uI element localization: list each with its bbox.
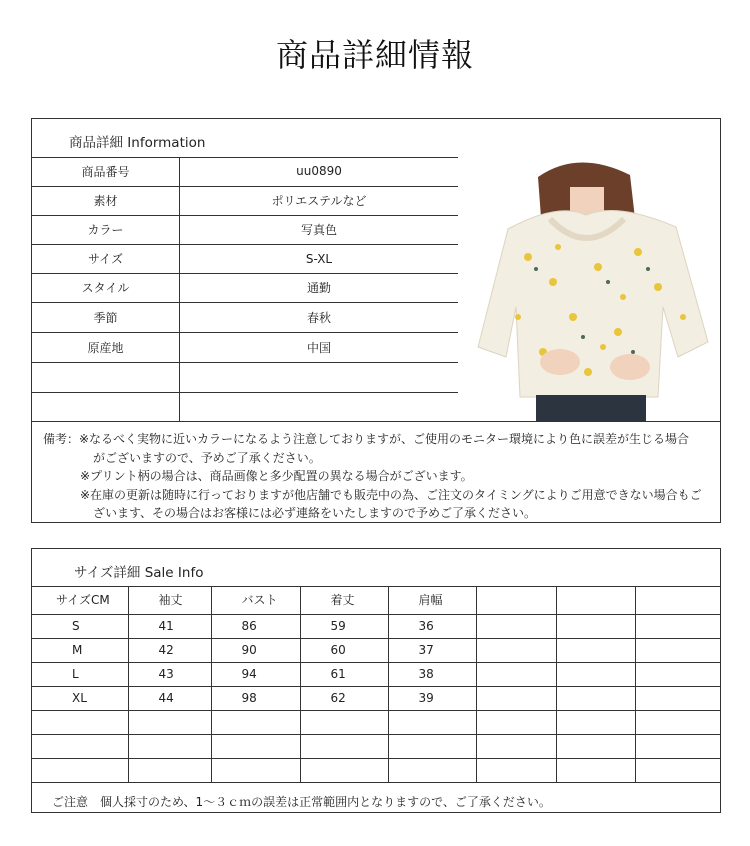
size-cell [556,710,635,734]
info-header [32,119,720,158]
size-col-header [476,586,556,614]
spec-row [32,302,459,332]
size-row [32,662,720,686]
size-table [32,586,720,783]
spec-label: 商品番号 [32,157,180,186]
spec-row [32,186,459,215]
size-cell [556,734,635,758]
size-cell [476,734,556,758]
size-col-header [635,586,720,614]
note-line: ざいます、その場合はお客様には必ず連絡をいたしますので予めご了承ください。 [93,506,537,520]
size-row [32,638,720,662]
size-cell: 39 [388,686,476,710]
size-row [32,734,720,758]
size-cell [476,638,556,662]
spec-table [32,157,459,421]
size-cell [211,710,300,734]
note-line: ※プリント柄の場合は、商品画像と多少配置の異なる場合がございます。 [80,469,473,483]
size-cell [128,710,211,734]
size-cell [635,734,720,758]
size-cell [388,758,476,782]
spec-row [32,332,459,362]
size-cell [635,758,720,782]
size-col-header: 袖丈 [128,586,211,614]
size-cell [635,614,720,638]
size-row [32,686,720,710]
spec-row [32,244,459,273]
note-line: がございますので、予めご了承ください。 [93,451,321,465]
spec-row [32,362,459,392]
size-col-header [556,586,635,614]
spec-value: 春秋 [180,302,459,332]
size-cell: 44 [128,686,211,710]
size-heading: サイズ詳細 Sale Info [74,565,204,581]
size-cell [556,614,635,638]
spec-value: ポリエステルなど [180,186,459,215]
product-info-section [31,118,721,523]
size-cell: 36 [388,614,476,638]
size-row [32,758,720,782]
spec-label: 原産地 [32,332,180,362]
size-header [32,549,720,587]
size-cell: 98 [211,686,300,710]
size-cell [211,734,300,758]
page-title: 商品詳細情報 [275,36,474,74]
spec-row [32,273,459,302]
size-cell [300,734,388,758]
spec-row [32,157,459,186]
size-cell: L [32,662,128,686]
size-cell: 37 [388,638,476,662]
spec-value: uu0890 [180,157,459,186]
size-cell: 86 [211,614,300,638]
size-cell [476,686,556,710]
size-cell [300,710,388,734]
size-cell [556,758,635,782]
size-col-header: サイズCM [32,586,128,614]
note-line: ※在庫の更新は随時に行っておりますが他店舗でも販売中の為、ご注文のタイミングによりご用意できない場合もご [80,488,702,502]
size-col-header: バスト [211,586,300,614]
size-cell [128,758,211,782]
size-cell: M [32,638,128,662]
size-footnote: ご注意 個人採寸のため、1～３ｃｍの誤差は正常範囲内となりますので、ご了承ください。 [52,795,551,809]
size-cell: 90 [211,638,300,662]
size-col-header: 着丈 [300,586,388,614]
spec-label: カラー [32,215,180,244]
size-cell: 43 [128,662,211,686]
product-photo [458,157,720,421]
size-cell [388,710,476,734]
size-cell [476,614,556,638]
spec-label: サイズ [32,244,180,273]
size-cell: S [32,614,128,638]
size-cell: 61 [300,662,388,686]
size-cell [128,734,211,758]
size-cell [300,758,388,782]
size-cell [635,710,720,734]
size-cell [388,734,476,758]
size-cell [635,638,720,662]
size-cell: 59 [300,614,388,638]
size-cell: 42 [128,638,211,662]
size-info-section [31,548,721,813]
spec-value [180,392,459,421]
size-row [32,614,720,638]
size-cell: 94 [211,662,300,686]
size-cell: 38 [388,662,476,686]
spec-row [32,392,459,421]
spec-row [32,215,459,244]
spec-label: スタイル [32,273,180,302]
info-heading: 商品詳細 Information [69,135,206,151]
size-cell [635,686,720,710]
spec-label [32,362,180,392]
blouse-illustration [458,157,720,421]
size-cell [476,662,556,686]
size-cell [556,662,635,686]
size-cell [476,758,556,782]
spec-label: 季節 [32,302,180,332]
size-cell: 60 [300,638,388,662]
spec-label [32,392,180,421]
size-cell: XL [32,686,128,710]
size-col-header: 肩幅 [388,586,476,614]
size-cell [32,734,128,758]
notes-block [32,421,720,523]
size-cell [211,758,300,782]
spec-label: 素材 [32,186,180,215]
size-cell [556,686,635,710]
spec-value [180,362,459,392]
size-cell [32,710,128,734]
size-cell [556,638,635,662]
size-cell [32,758,128,782]
size-cell [476,710,556,734]
size-cell: 41 [128,614,211,638]
spec-value: 中国 [180,332,459,362]
spec-value: 通勤 [180,273,459,302]
size-cell [635,662,720,686]
size-header-row [32,586,720,614]
note-line: 備考：※なるべく実物に近いカラーになるよう注意しておりますが、ご使用のモニター環境により色に誤差が生じる場合 [43,432,690,446]
spec-value: S-XL [180,244,459,273]
size-row [32,710,720,734]
spec-value: 写真色 [180,215,459,244]
size-cell: 62 [300,686,388,710]
